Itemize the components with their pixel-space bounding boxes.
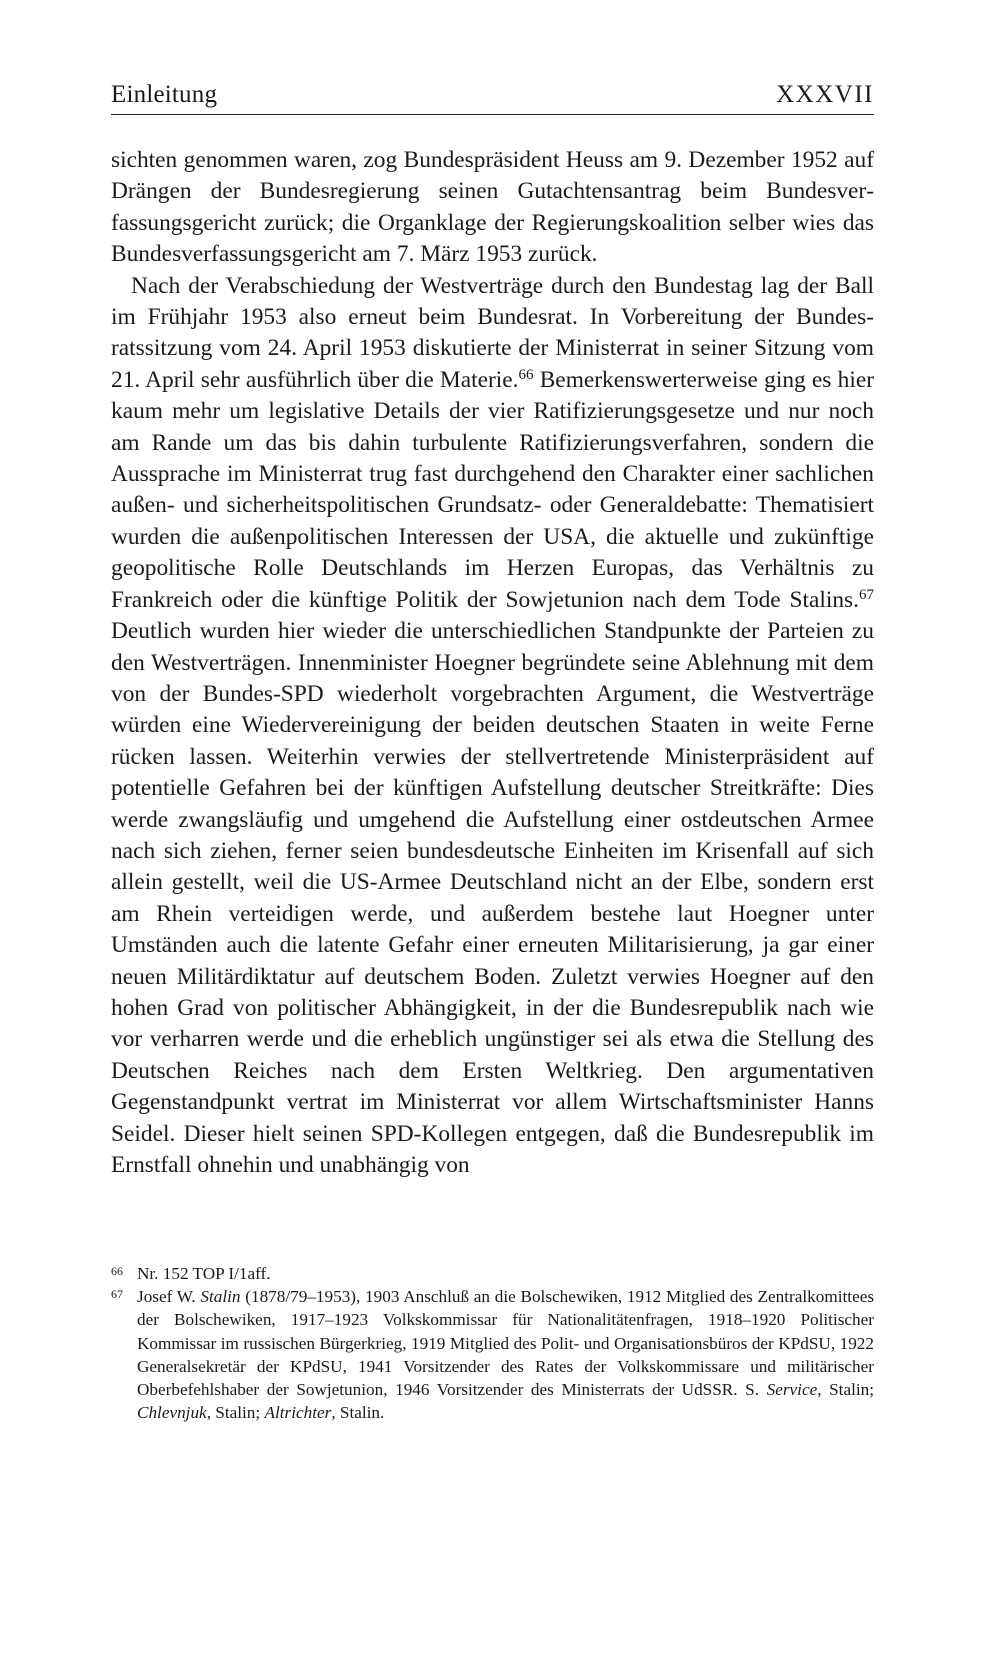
footnote-66 [111, 1262, 874, 1285]
footnote-number: 67 [111, 1287, 123, 1302]
footnote-italic-name: Service [766, 1380, 818, 1400]
paragraph-text: Deutlich wurden hier wieder die unterschiedlichen Standpunkte der Parteien zu den Westverträgen. Innenminister Hoegner begründete seine Ablehnung mit dem von der Bundes-SPD wiederholt vorgebrachten Argument, die Westverträge würden eine Wiedervereinigung der beiden deutschen Staaten in weite Ferne rücken lassen. Weiterhin verwies der stellvertretende Ministerpräsident auf potentielle Gefahren bei der künftigen Aufstellung deutscher Streitkräfte: Dies werde zwangsläufig und umgehend die Aufstellung einer ostdeutschen Armee nach sich ziehen, ferner seien bundesdeutsche Einheiten im Krisenfall auf sich allein gestellt, weil die US-Armee Deutschland nicht an der Elbe, sondern erst am Rhein verteidigen werde, und außerdem bestehe laut Hoegner unter Umständen auch die latente Gefahr einer erneuten Militarisierung, ja gar einer neuen Militärdiktatur auf deutschem Boden. Zuletzt verwies Hoegner auf den hohen Grad von politischer Abhängigkeit, in der die Bundesrepublik nach wie vor verharren werde und die erheblich ungünstiger sei als etwa die Stellung des Deutschen Reiches nach dem Ersten Weltkrieg. Den argumentativen Gegenstandpunkt vertrat im Ministerrat vor allem Wirtschaftsminister Hanns Seidel. Dieser hielt seinen SPD-Kollegen entgegen, daß die Bundesrepublik im Ernstfall ohnehin und unabhängig von [111, 618, 874, 1178]
page-number: XXXVII [776, 81, 874, 108]
footnote-text-part: , Stalin; [206, 1403, 265, 1423]
footnote-italic-name: Stalin [200, 1287, 241, 1307]
footnotes [111, 1262, 874, 1424]
running-header-title: Einleitung [111, 81, 218, 108]
footnote-text [137, 1285, 874, 1424]
paragraph [111, 145, 874, 271]
page-content [111, 80, 874, 1181]
running-header [111, 80, 874, 115]
paragraph-text: Nach der Verabschiedung der Westverträge durch den Bundestag lag der Ball im Frühjahr 1953 also erneut beim Bundesrat. In Vorbereitung der Bundesratssitzung vom 24. April 1953 diskutierte der Ministerrat in seiner Sitzung vom 21. April sehr ausführlich über die Materie. [111, 272, 874, 393]
footnote-number: 66 [111, 1264, 123, 1278]
footnote-italic-name: Altrichter [264, 1403, 332, 1423]
paragraph-text: Bemerkenswerterweise ging es hier kaum mehr um legislative Details der vier Ratifizierungsgesetze und nur noch am Rande um das bis dahin turbulente Ratifizierungsverfahren, sondern die Aussprache im Ministerrat trug fast durchgehend den Charakter einer sachlichen außen- und sicherheitspolitischen Grundsatz- oder Generaldebatte: Thematisiert wurden die außenpolitischen Interessen der USA, die aktuelle und zukünftige geopolitische Rolle Deutschlands im Herzen Europas, das Verhältnis zu Frankreich oder die künftige Politik der Sowjetunion nach dem Tode Stalins. [111, 366, 874, 613]
paragraph [111, 271, 874, 1182]
footnote-text-part: Josef W. [137, 1287, 201, 1307]
footnote-text-part: , Stalin. [331, 1403, 385, 1423]
footnote-italic-name: Chlevnjuk [137, 1403, 207, 1423]
footnote-text-part: , Stalin; [817, 1380, 874, 1400]
body-text [111, 145, 874, 1181]
footnote-ref-66[interactable]: 66 [518, 366, 534, 383]
footnote-text-part: (1878/79–1953), 1903 Anschluß an die Bolschewiken, 1912 Mitglied des Zentralkomittees der Bolschewiken, 1917–1923 Volkskommissar für Nationalitätenfragen, 1918–1920 Politischer Kommissar im russischen Bürgerkrieg, 1919 Mitglied des Polit- und Organisationsbüros der KPdSU, 1922 Generalsekretär der KPdSU, 1941 Vorsitzender des Rates der Volkskommissare und militärischer Oberbefehlshaber der Sowjetunion, 1946 Vorsitzender des Ministerrats der UdSSR. S. [137, 1287, 875, 1400]
footnote-text: Nr. 152 TOP I/1aff. [137, 1264, 271, 1283]
paragraph-text: sichten genommen waren, zog Bundespräsident Heuss am 9. Dezember 1952 auf Drängen der Bundesregierung seinen Gutachtensantrag beim Bundesverfassungsgericht zurück; die Organklage der Regierungskoalition selber wies das Bundesverfassungsgericht am 7. März 1953 zurück. [111, 147, 874, 268]
footnote-ref-67[interactable]: 67 [859, 586, 874, 603]
footnote-67 [111, 1285, 874, 1424]
